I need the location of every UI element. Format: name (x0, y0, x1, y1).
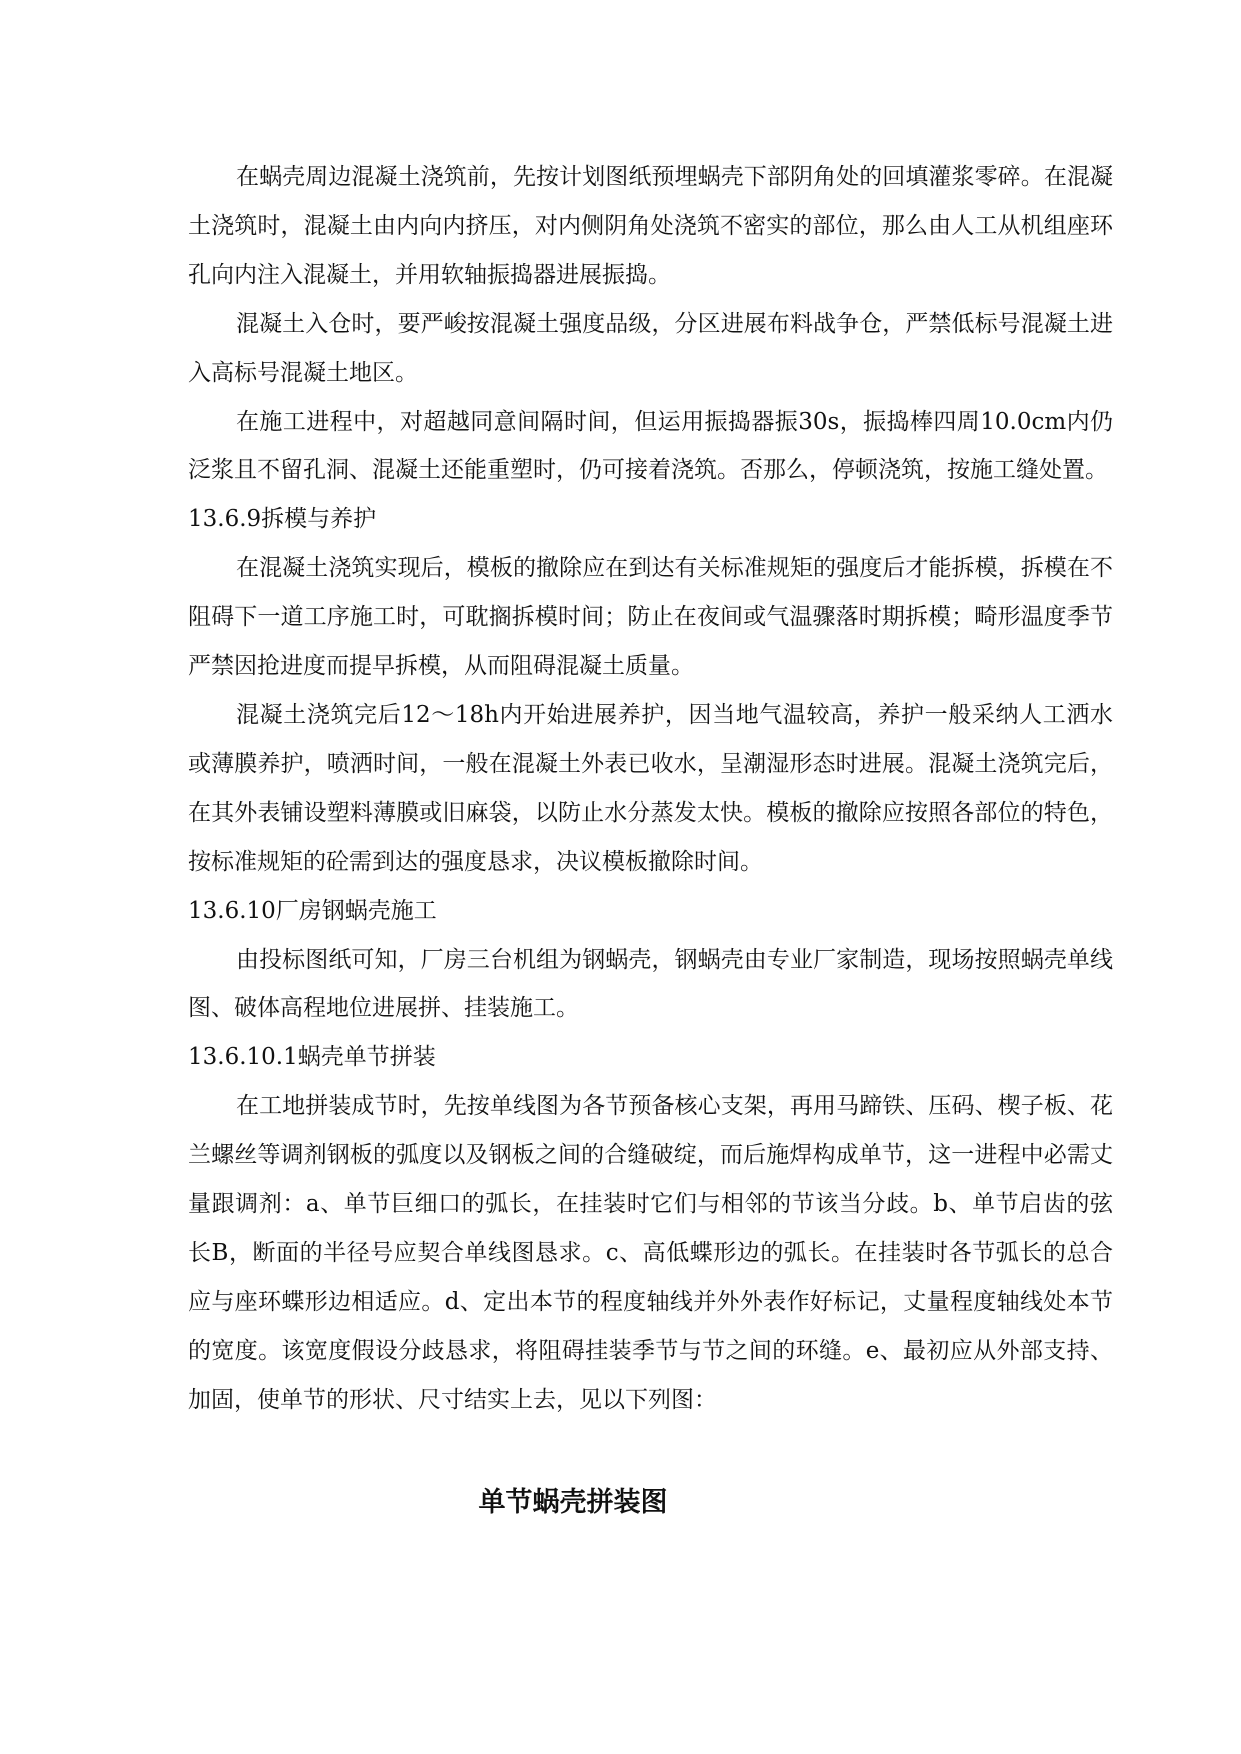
paragraph-curing: 混凝土浇筑完后12～18h内开始进展养护，因当地气温较高，养护一般采纳人工洒水或薄膜养护，喷洒时间，一般在混凝土外表已收水，呈潮湿形态时进展。混凝土浇筑完后，在其外表铺设塑料薄膜或旧麻袋，以防止水分蒸发太快。模板的撤除应按照各部位的特色，按标准规矩的砼需到达的强度恳求，决议模板撤除时间。 (188, 701, 1113, 875)
section-heading-single-section-assembly: 13.6.10.1蜗壳单节拼装 (188, 1044, 436, 1071)
paragraph-backfill-grouting: 在蜗壳周边混凝土浇筑前，先按计划图纸预埋蜗壳下部阴角处的回填灌浆零碎。在混凝土浇筑时，混凝土由内向内挤压，对内侧阴角处浇筑不密实的部位，那么由人工从机组座环孔向内注入混凝土，并用软轴振捣器进展振捣。 (188, 164, 1113, 288)
section-heading-steel-spiral-case: 13.6.10厂房钢蜗壳施工 (188, 897, 437, 924)
figure-caption: 单节蜗壳拼装图 (478, 1487, 668, 1518)
paragraph-section-assembly: 在工地拼装成节时，先按单线图为各节预备核心支架，再用马蹄铁、压码、楔子板、花兰螺丝等调剂钢板的弧度以及钢板之间的合缝破绽，而后施焊构成单节，这一进程中必需丈量跟调剂：a、单节巨细口的弧长，在挂装时它们与相邻的节该当分歧。b、单节启齿的弦长B，断面的半径号应契合单线图恳求。c、高低蝶形边的弧长。在挂装时各节弧长的总合应与座环蝶形边相适应。d、定出本节的程度轴线并外外表作好标记，丈量程度轴线处本节的宽度。该宽度假设分歧恳求，将阻碍挂装季节与节之间的环缝。e、最初应从外部支持、加固，使单节的形状、尺寸结实上去，见以下列图： (188, 1093, 1113, 1413)
document-body (188, 153, 1113, 1425)
paragraph-formwork-removal: 在混凝土浇筑实现后，模板的撤除应在到达有关标准规矩的强度后才能拆模，拆模在不阻碍下一道工序施工时，可耽搁拆模时间；防止在夜间或气温骤落时期拆模；畸形温度季节严禁因抢进度而提早拆模，从而阻碍混凝土质量。 (188, 555, 1113, 680)
paragraph-steel-spiral-case: 由投标图纸可知，厂房三台机组为钢蜗壳，钢蜗壳由专业厂家制造，现场按照蜗壳单线图、破体高程地位进展拼、挂装施工。 (188, 946, 1113, 1022)
paragraph-construction-joint: 在施工进程中，对超越同意间隔时间，但运用振捣器振30s，振捣棒四周10.0cm内仍泛浆且不留孔洞、混凝土还能重塑时，仍可接着浇筑。否那么，停顿浇筑，按施工缝处置。 (188, 408, 1113, 484)
paragraph-concrete-placement: 混凝土入仓时，要严峻按混凝土强度品级，分区进展布料战争仓，严禁低标号混凝土进入高标号混凝土地区。 (188, 310, 1113, 386)
section-heading-formwork-curing: 13.6.9拆模与养护 (188, 506, 377, 533)
